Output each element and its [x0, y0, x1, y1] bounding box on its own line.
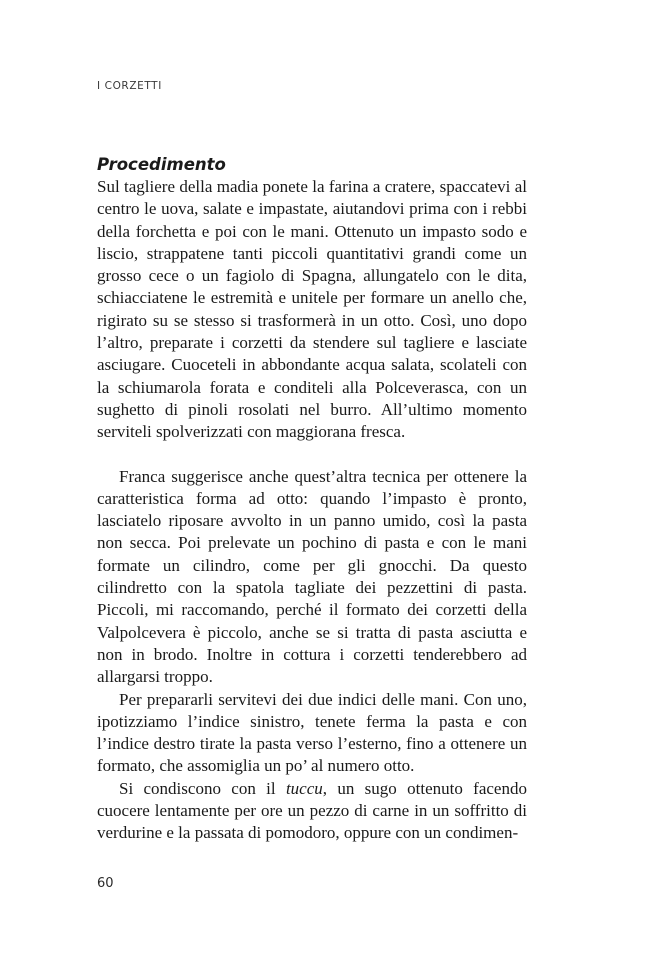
- italic-term-tuccu: tuccu: [285, 778, 323, 798]
- section-title: Procedimento: [97, 155, 226, 174]
- paragraph-spacer: [97, 444, 527, 466]
- body-text: [97, 154, 527, 845]
- paragraph-seasoning: [97, 778, 527, 845]
- paragraph-seasoning-start: Si condiscono con il: [119, 778, 286, 798]
- paragraph-procedure: Sul tagliere della madia ponete la farina a cratere, spaccatevi al centro le uova, salate e impastate, aiutandovi prima con i rebbi della forchetta e poi con le mani. Ottenuto un impasto sodo e liscio, strappatene tanti piccoli quantitativi grandi come un grosso cece o un fagiolo di Spagna, allungatelo con le dita, schiacciatene le estremità e unitele per formare un anello che, rigirato su se stesso si trasformerà in un otto. Così, uno dopo l’altro, preparate i corzetti da stendere sul tagliere e lasciate asciugare. Cuoceteli in abbondante acqua salata, scolateli con la schiumarola forata e conditeli alla Polceverasca, con un sughetto di pinoli rosolati nel burro. All’ultimo momento serviteli spolverizzati con maggiorana fresca.: [97, 177, 527, 442]
- paragraph-alternative-technique: Franca suggerisce anche quest’altra tecnica per ottenere la caratteristica forma ad otto: quando l’impasto è pronto, lasciatelo riposare avvolto in un panno umido, così la pasta non secca. Poi prelevate un pochino di pasta e con le mani formate un cilindro, come per gli gnocchi. Da questo cilindretto con la spatola tagliate dei pezzettini di pasta. Piccoli, mi raccomando, perché il formato dei corzetti della Valpolcevera è piccolo, anche se si tratta di pasta asciutta e non in brodo. Inoltre in cottura i corzetti tenderebbero ad allargarsi troppo.: [97, 466, 527, 687]
- paragraph-index-fingers: Per prepararli servitevi dei due indici delle mani. Con uno, ipotizziamo l’indice sinistro, tenete ferma la pasta e con l’indice destro tirate la pasta verso l’esterno, fino a ottenere un formato, che assomiglia un po’ al numero otto.: [97, 689, 527, 776]
- running-head: I CORZETTI: [97, 80, 162, 92]
- paragraph-seasoning-end: , un sugo ottenuto facendo cuocere lentamente per ore un pezzo di carne in un soffritto di verdurine e la passata di pomodoro, oppure con un condimen-: [97, 778, 527, 843]
- page-number: 60: [97, 876, 114, 891]
